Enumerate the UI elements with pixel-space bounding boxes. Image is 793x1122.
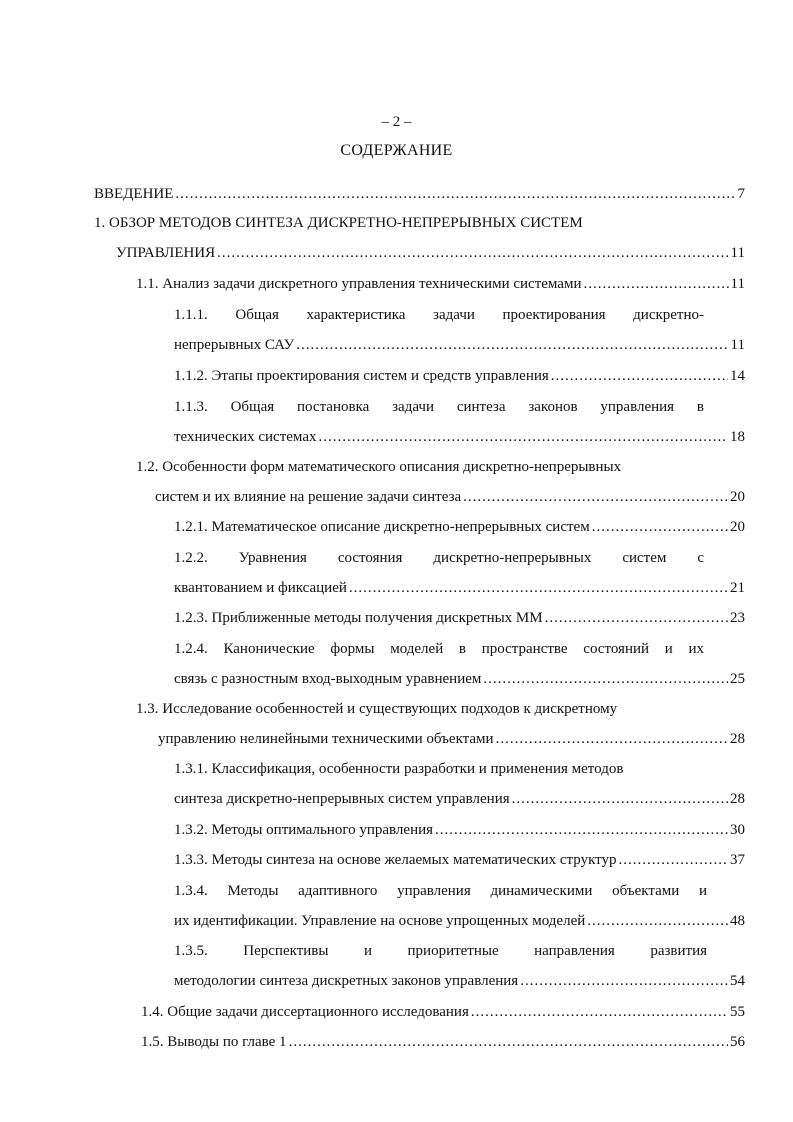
toc-page-number: 11 [730,276,745,292]
toc-page-number: 7 [737,186,745,202]
toc-label: систем и их влияние на решение задачи синтеза [155,489,462,505]
toc-entry-chapter-1 [116,242,745,264]
toc-page-number: 56 [730,1034,745,1050]
toc-leader-dots [296,334,728,356]
toc-entry-1-2-4 [174,668,745,690]
toc-label: синтеза дискретно-непрерывных систем управления [174,791,510,807]
toc-page-number: 54 [730,973,745,989]
toc-leader-dots [496,728,728,750]
toc-entry-1-2-1 [174,516,745,538]
toc-page-number: 55 [730,1004,745,1020]
toc-entry-1-5 [141,1031,745,1053]
toc-label: 1.2.1. Математическое описание дискретно-непрерывных систем [174,519,590,535]
page-title: СОДЕРЖАНИЕ [340,142,453,159]
toc-1-3-5-line1: 1.3.5. Перспективы и приоритетные направления развития [174,943,707,959]
toc-entry-1-2-2 [174,577,745,599]
toc-label: УПРАВЛЕНИЯ [116,245,216,261]
toc-page-number: 48 [730,913,745,929]
toc-entry-1-1 [136,273,745,295]
toc-leader-dots [545,607,728,629]
toc-page-number: 18 [730,429,745,445]
toc-page-number: 28 [730,791,745,807]
toc-leader-dots [471,1001,728,1023]
toc-entry-1-4 [141,1001,745,1023]
toc-label: 1.2.3. Приближенные методы получения дискретных ММ [174,610,543,626]
toc-page-number: 23 [730,610,745,626]
toc-leader-dots [318,426,728,448]
toc-label: 1.3.2. Методы оптимального управления [174,822,434,838]
toc-entry-1-3-3 [174,849,745,871]
toc-page-number: 11 [730,337,745,353]
toc-leader-dots [587,910,728,932]
toc-label: непрерывных САУ [174,337,295,353]
toc-label: связь с разностным вход-выходным уравнением [174,671,482,687]
toc-entry-1-3-2 [174,819,745,841]
toc-leader-dots [349,577,728,599]
toc-label: ВВЕДЕНИЕ [94,186,174,202]
toc-leader-dots [217,242,728,264]
toc-1-2-2-line1: 1.2.2. Уравнения состояния дискретно-непрерывных систем с [174,550,704,566]
toc-leader-dots [520,970,728,992]
toc-entry-1-3-4 [174,910,745,932]
toc-1-1-3-line1: 1.1.3. Общая постановка задачи синтеза законов управления в [174,399,704,415]
toc-label: 1.4. Общие задачи диссертационного исследования [141,1004,469,1020]
toc-entry-1-3-5 [174,970,745,992]
toc-label: 1.1.2. Этапы проектирования систем и средств управления [174,368,549,384]
toc-page-number: 20 [730,489,745,505]
toc-leader-dots [512,788,728,810]
toc-label: технических системах [174,429,317,445]
toc-page-number: 20 [730,519,745,535]
toc-page-number: 30 [730,822,745,838]
toc-1-2-4-line1: 1.2.4. Канонические формы моделей в пространстве состояний и их [174,641,704,657]
toc-leader-dots [175,183,735,205]
toc-label: методологии синтеза дискретных законов управления [174,973,519,989]
toc-entry-1-2 [155,486,745,508]
toc-page-number: 21 [730,580,745,596]
toc-chapter-1-line1: 1. ОБЗОР МЕТОДОВ СИНТЕЗА ДИСКРЕТНО-НЕПРЕРЫВНЫХ СИСТЕМ [94,215,583,231]
toc-1-1-1-line1: 1.1.1. Общая характеристика задачи проектирования дискретно- [174,307,704,323]
toc-leader-dots [289,1031,728,1053]
toc-1-3-line1: 1.3. Исследование особенностей и существующих подходов к дискретному [136,701,618,717]
toc-1-3-4-line1: 1.3.4. Методы адаптивного управления динамическими объектами и [174,883,707,899]
toc-leader-dots [619,849,728,871]
toc-entry-1-3-1 [174,788,745,810]
toc-label: 1.3.3. Методы синтеза на основе желаемых математических структур [174,852,617,868]
toc-leader-dots [435,819,728,841]
toc-entry-1-1-3 [174,426,745,448]
toc-entry-intro [94,183,745,205]
toc-entry-1-1-1 [174,334,745,356]
toc-entry-1-3 [158,728,745,750]
toc-label: 1.1. Анализ задачи дискретного управления техническими системами [136,276,582,292]
toc-entry-1-2-3 [174,607,745,629]
toc-1-3-1-line1: 1.3.1. Классификация, особенности разработки и применения методов [174,761,624,777]
toc-entry-1-1-2 [174,365,745,387]
toc-page-number: 25 [730,671,745,687]
toc-page-number: 11 [730,245,745,261]
toc-leader-dots [583,273,728,295]
toc-label: квантованием и фиксацией [174,580,347,596]
toc-page-number: 14 [730,368,745,384]
toc-leader-dots [551,365,728,387]
toc-label: 1.5. Выводы по главе 1 [141,1034,287,1050]
toc-leader-dots [592,516,728,538]
toc-leader-dots [463,486,728,508]
toc-label: их идентификации. Управление на основе упрощенных моделей [174,913,586,929]
page-number: – 2 – [381,114,412,130]
toc-label: управлению нелинейными техническими объектами [158,731,494,747]
toc-page-number: 37 [730,852,745,868]
toc-leader-dots [483,668,728,690]
toc-1-2-line1: 1.2. Особенности форм математического описания дискретно-непрерывных [136,459,622,475]
toc-page-number: 28 [730,731,745,747]
